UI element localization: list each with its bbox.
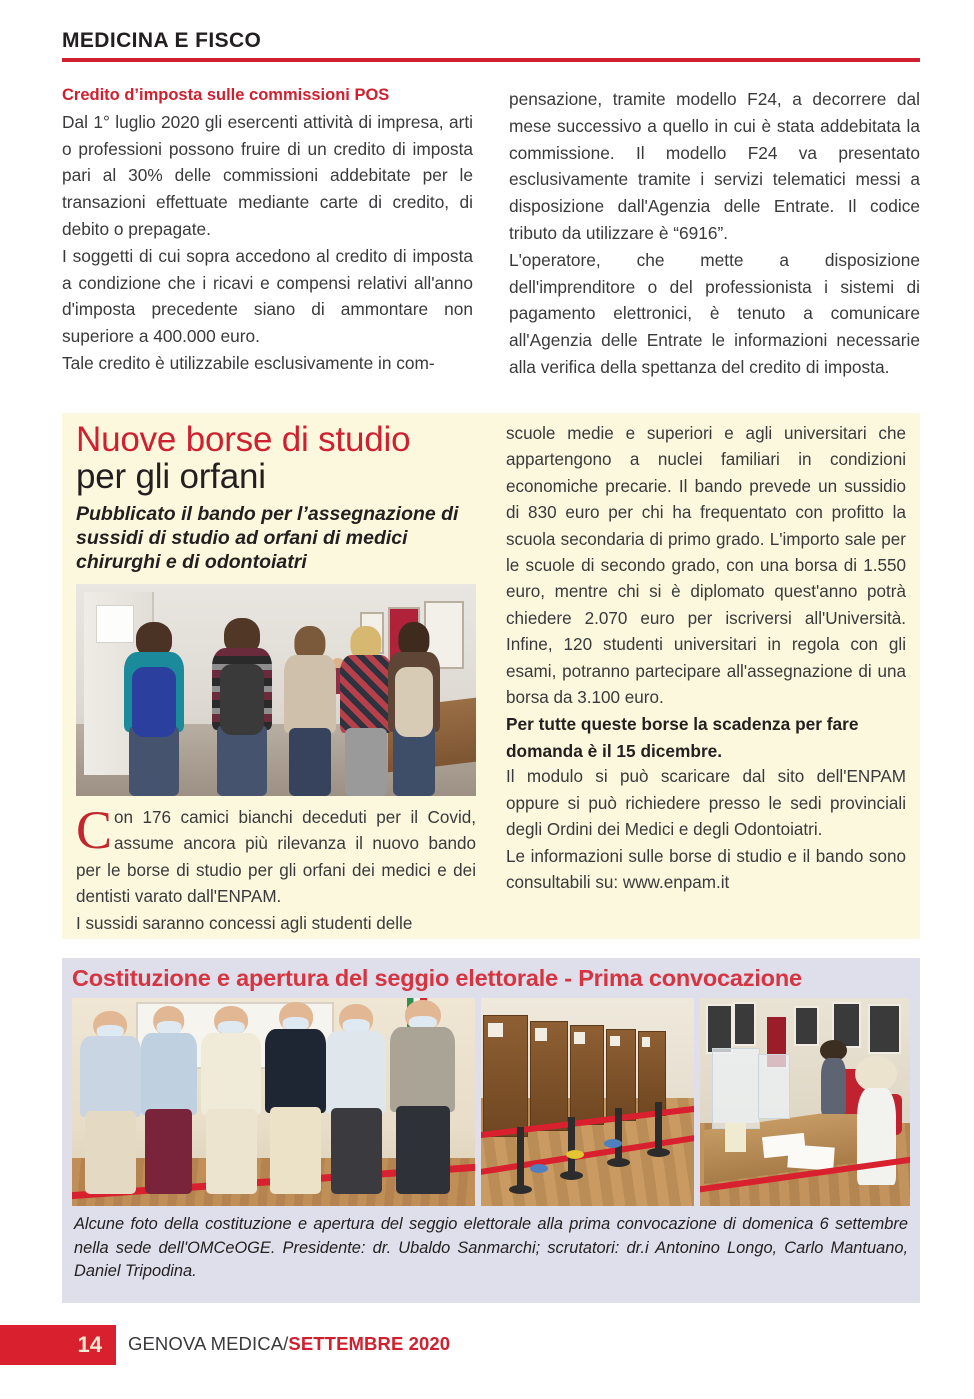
scholarship-headline [76,421,476,495]
page-title: MEDICINA E FISCO [62,29,262,52]
scholarship-standfirst: Pubblicato il bando per l’assegnazione di sussidi di studio ad orfani di medici chirurghi e di odontoiatri [76,503,459,573]
top-article-paragraph: L'operatore, che mette a disposizione dell'imprenditore o del professionista i sistemi di pagamento elettronici, è tenuto a comunicare all'Agenzia delle Entrate le informazioni necessarie alla verifica della spettanza del credito di imposta. [509,249,920,377]
election-photo-caption: Alcune foto della costituzione e apertura del seggio elettorale alla prima convocazione di domenica 6 settembre nella sede dell'OMCeOGE. Presidente: dr. Ubaldo Sanmarchi; scrutatori: dr.i Antonino Longo, Carlo Mantuano, Daniel Tripodina. [74,1215,908,1280]
election-booths-photo [481,998,693,1206]
top-article-paragraph: pensazione, tramite modello F24, a decorrere dal mese successivo a quello in cui è stata addebitata la commissione. Il modello F24 va presentato esclusivamente tramite i servizi telematici messi a disposizione dall'Agenzia delle Entrate. Il codice tributo da utilizzare è “6916”. [509,89,920,243]
top-article-right-column [509,86,920,381]
scholarship-highlight-box [62,413,920,939]
footer-publication-name: GENOVA MEDICA/ [128,1333,289,1354]
scholarship-dropcap-paragraph [76,800,476,911]
top-article-kicker: Credito d’imposta sulle commissioni POS [62,86,390,104]
top-article-left-column [62,86,473,377]
scholarship-paragraph: Le informazioni sulle borse di studio e il bando sono consultabili su: www.enpam.it [506,846,906,892]
top-article-paragraph: Tale credito è utilizzabile esclusivamente in com- [62,352,435,373]
top-article-paragraph: Dal 1° luglio 2020 gli esercenti attività di impresa, arti o professioni possono fruire di un credito di imposta pari al 30% delle commissioni addebitate per le transazioni effettuate mediante carte di credito, di debito o prepagate. [62,111,473,239]
scholarship-paragraph: Il modulo si può scaricare dal sito dell'ENPAM oppure si può richiedere presso le sedi provinciali degli Ordini dei Medici e degli Odontoiatri. [506,767,906,840]
students-corridor-photo [76,584,476,796]
dropcap-letter: C [76,800,113,860]
footer-page-number-block [0,1325,116,1365]
election-section-title: Costituzione e apertura del seggio elettorale - Prima convocazione [72,965,802,991]
scholarship-headline-line1: Nuove borse di studio [76,420,411,459]
election-photo-row [72,998,910,1206]
footer-issue-date: SETTEMBRE 2020 [288,1333,451,1354]
top-article [62,86,920,406]
election-group-photo [72,998,475,1206]
page-header [62,30,920,62]
election-section [62,958,920,1303]
footer-publication-line [128,1332,450,1356]
election-desk-photo [700,998,910,1206]
scholarship-left-column [76,421,476,937]
footer-page-number: 14 [77,1332,102,1357]
header-rule-divider [62,58,920,62]
scholarship-right-column [506,421,906,896]
top-article-paragraph: I soggetti di cui sopra accedono al credito di imposta a condizione che i ricavi e compensi relativi all'anno d'imposta precedente siano di ammontare non superiore a 400.000 euro. [62,245,473,347]
scholarship-paragraph: on 176 camici bianchi deceduti per il Covid, assume ancora più rilevanza il nuovo bando per le borse di studio per gli orfani dei medici e dei dentisti varato dall'ENPAM. [76,808,476,907]
scholarship-paragraph: scuole medie e superiori e agli universitari che appartengono a nuclei familiari in condizioni economiche precarie. Il bando prevede un sussidio di 830 euro per chi ha frequentato con profitto la scuola secondaria di primo grado. L'importo sale per le scuole di secondo grado, con una borsa di 1.550 euro, mentre chi si è diplomato quest'anno potrà chiedere 2.070 euro per iscriversi all'Università. Infine, 120 studenti universitari in regola con gli esami, potranno partecipare all'assegnazione di una borsa da 3.100 euro. [506,424,906,708]
scholarship-deadline-note: Per tutte queste borse la scadenza per fare domanda è il 15 dicembre. [506,714,859,761]
scholarship-paragraph: I sussidi saranno concessi agli studenti delle [76,913,413,933]
scholarship-headline-line2: per gli orfani [76,457,266,496]
